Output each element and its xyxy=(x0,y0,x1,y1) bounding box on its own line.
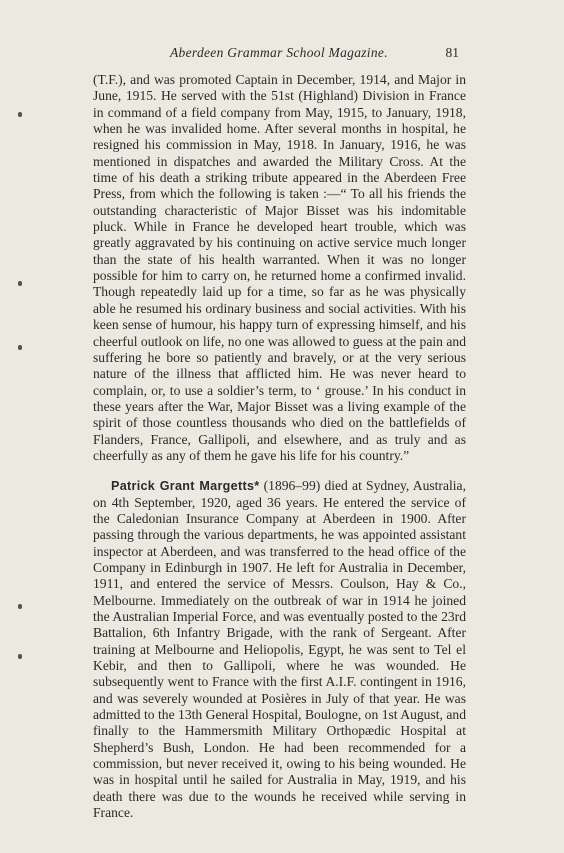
article-body xyxy=(93,72,466,821)
margin-mark xyxy=(18,112,22,117)
margin-mark xyxy=(18,281,22,286)
paragraph-text: (1896–99) died at Sydney, Australia, on 4th September, 1920, aged 36 years. He entered the service of the Caledonian Insurance Company at Aberdeen in 1900. After passing through the various departments, he was appointed assistant inspector at Aberdeen, and was transferred to the head office of the Company in Edinburgh in 1907. He left for Australia in December, 1911, and entered the service of Messrs. Coulson, Hay & Co., Melbourne. Immediately on the outbreak of war in 1914 he joined the Australian Imperial Force, and was eventually posted to the 23rd Battalion, 6th Infantry Brigade, with the rank of Sergeant. After training at Melbourne and Heliopolis, Egypt, he was sent to Tel el Kebir, and then to Gallipoli, where he was wounded. He subsequently went to France with the first A.I.F. contingent in 1916, and was severely wounded at Posières in July of that year. He was admitted to the 13th General Hospital, Boulogne, on 1st August, and finally to the Hammersmith Military Orthopædic Hospital at Shepherd’s Bush, London. He had been recommended for a commission, but never received it, owing to his being wounded. He was in hospital until he sailed for Australia in May, 1919, and his death there was due to the wounds he received while serving in France. xyxy=(93,478,466,821)
margin-mark xyxy=(18,604,22,609)
page-number: 81 xyxy=(445,45,459,60)
paragraph-bisset xyxy=(93,72,466,464)
paragraph-text: (T.F.), and was promoted Captain in December, 1914, and Major in June, 1915. He served with the 51st (Highland) Division in France in command of a field company from May, 1915, to January, 1918, when he was invalided home. After several months in hospital, he resigned his commission in May, 1918. In January, 1916, he was mentioned in dispatches and awarded the Military Cross. At the time of his death a striking tribute appeared in the Aberdeen Free Press, from which the following is taken :—“ To all his friends the outstanding characteristic of Major Bisset was his indomitable pluck. While in France he developed heart trouble, which was greatly aggravated by his continuing on active service much longer than the state of his health warranted. When it was no longer possible for him to carry on, he returned home a confirmed invalid. Though repeatedly laid up for a time, so far as he was physically able he resumed his ordinary business and social activities. With his keen sense of humour, his happy turn of expressing himself, and his cheerful outlook on life, no one was allowed to guess at the pain and suffering he bore so patiently and bravely, or at the very serious nature of the illness that afflicted him. He was never heard to complain, or, to use a soldier’s term, to ‘ grouse.’ In his conduct in these years after the War, Major Bisset was a living example of the spirit of those countless thousands who died on the battlefields of Flanders, France, Gallipoli, and elsewhere, and as truly and as cheerfully as any of them he gave his life for his country.” xyxy=(93,72,466,463)
running-header xyxy=(93,45,465,65)
margin-mark xyxy=(18,654,22,659)
person-name: Patrick Grant Margetts* xyxy=(111,479,260,494)
paragraph-margetts xyxy=(93,478,466,821)
margin-mark xyxy=(18,345,22,350)
running-title: Aberdeen Grammar School Magazine. xyxy=(170,45,388,60)
